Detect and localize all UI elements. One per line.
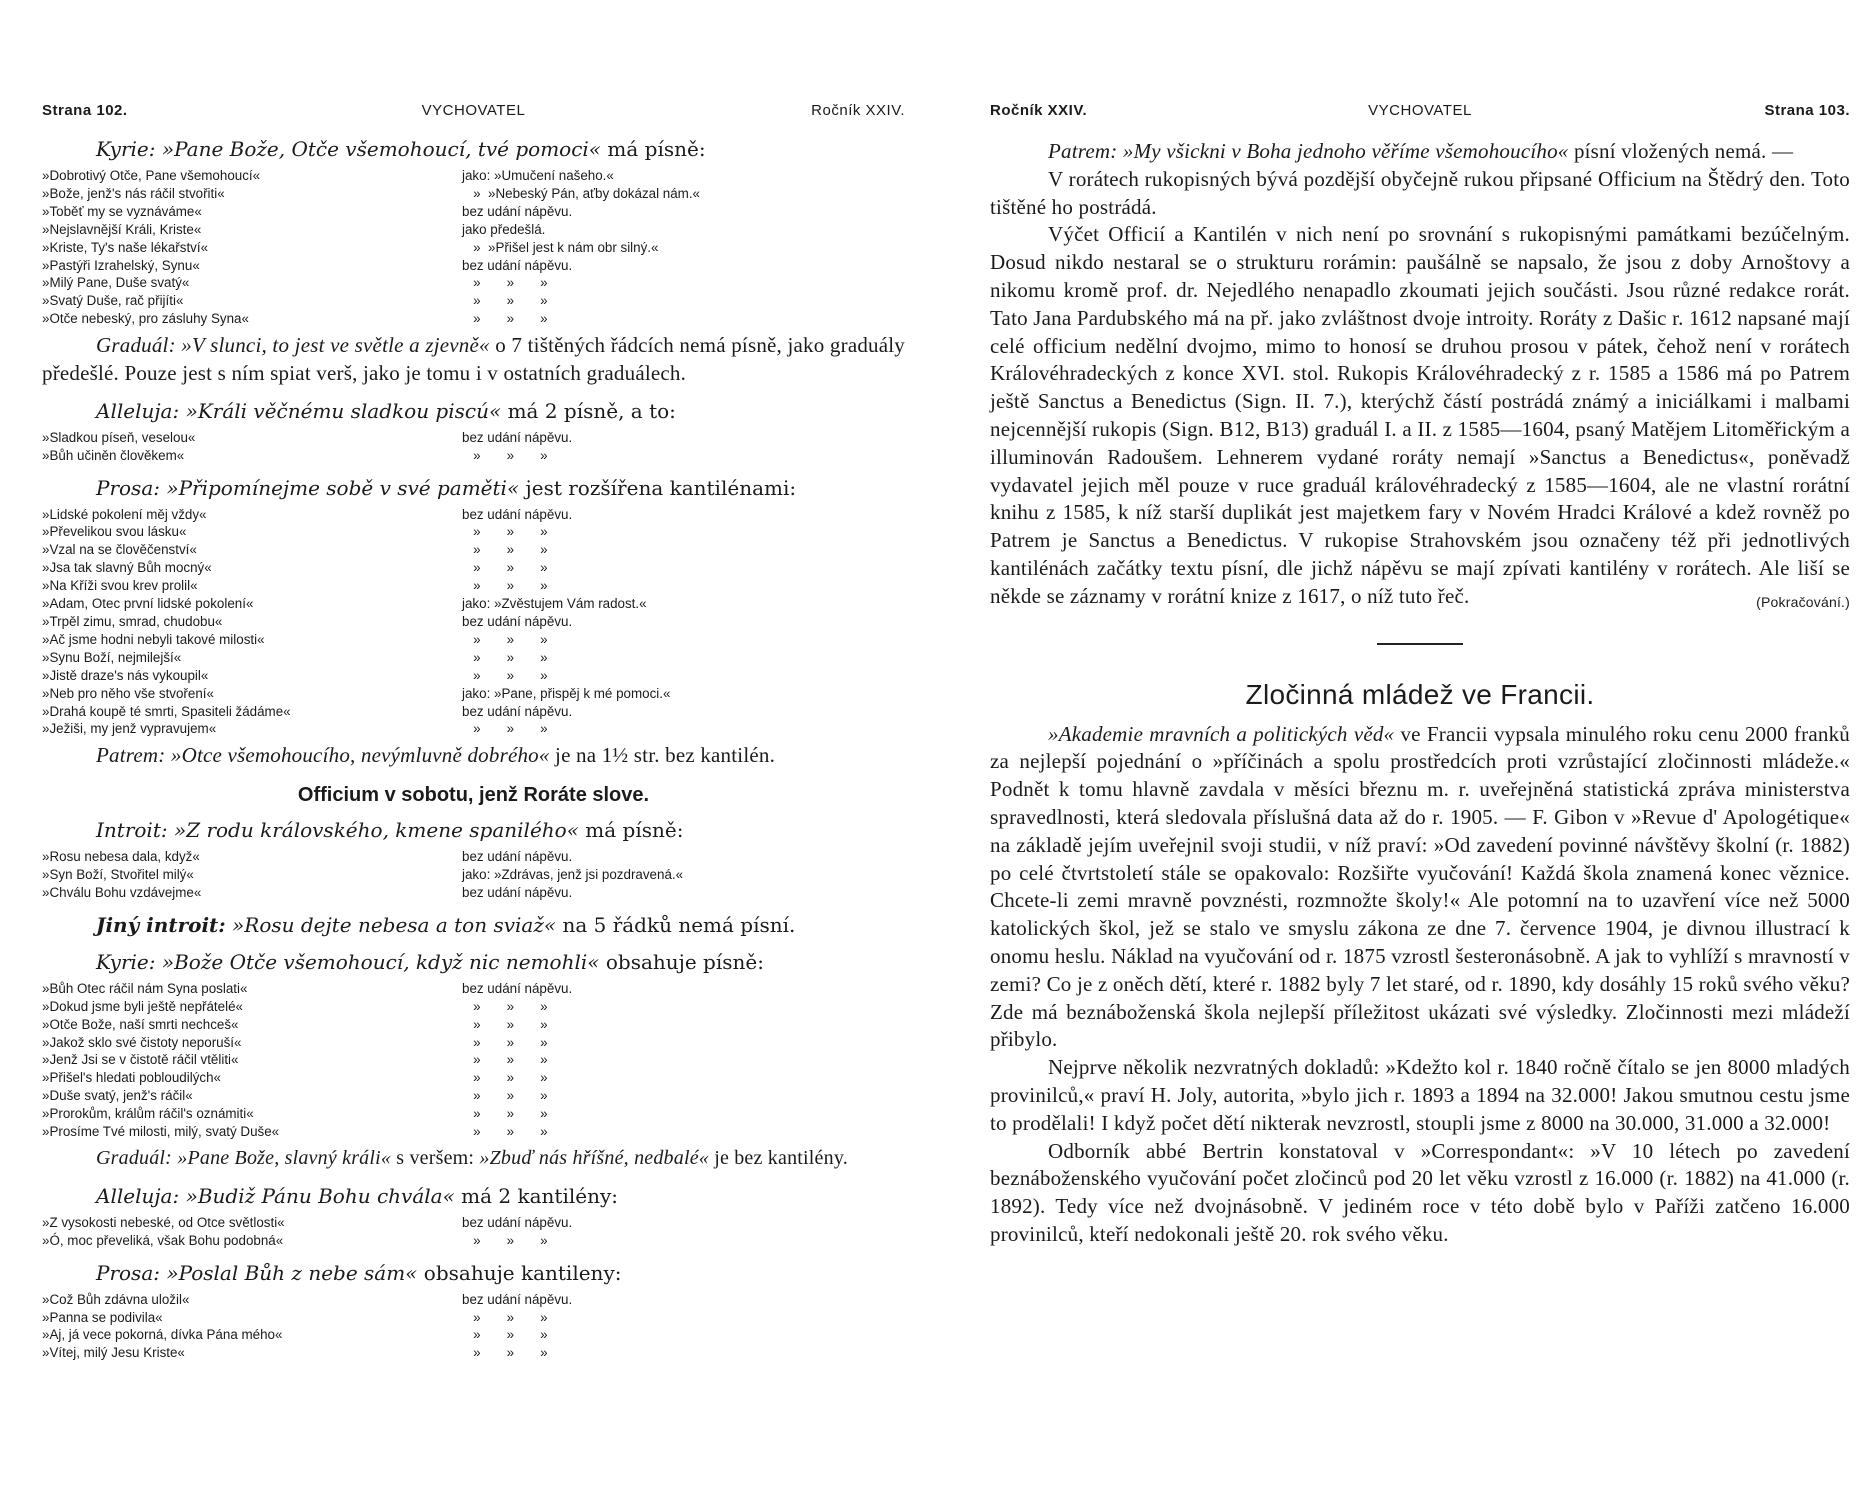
song-melody: » » »	[462, 649, 548, 665]
song-row	[42, 1069, 905, 1087]
kyrie2-title: »Bože Otče všemohoucí, když nic nemohli«	[161, 949, 600, 974]
song-title: »Vzal na se člověčenství«	[42, 542, 197, 558]
prosa1-intro: Prosa:	[96, 475, 160, 500]
song-row	[42, 1214, 905, 1232]
song-melody: bez udání nápěvu.	[462, 257, 573, 273]
gradual1-title: »V slunci, to jest ve světle a zjevně«	[181, 333, 490, 358]
gradual1-paragraph	[42, 332, 905, 388]
article-paragraph-2: Nejprve několik nezvratných dokladů: »Kdežto kol r. 1840 ročně čítalo se jen 8000 mladých provinilců,« praví H. Joly, autorita, »bylo jich r. 1893 a 1894 na 32.000! Jakou smutnou cestu jsme to prodělali! I když počet dětí nikterak nevzrostl, stoupli jsme z 8000 na 30.000, 31.000 a 32.000!	[990, 1055, 1850, 1135]
song-title: »Sladkou píseň, veselou«	[42, 429, 196, 445]
introit3-rest: na 5 řádků nemá písní.	[562, 912, 796, 937]
song-title: »Ó, moc převeliká, však Bohu podobná«	[42, 1232, 284, 1248]
kyrie1-rest: má písně:	[607, 137, 706, 161]
gradual1-intro: Graduál:	[96, 333, 176, 358]
patrem1-intro: Patrem:	[96, 743, 166, 768]
song-melody: bez udání nápěvu.	[462, 506, 573, 522]
alleluja1-heading	[42, 398, 905, 425]
prosa1-songs	[42, 506, 905, 739]
article-paragraph-1	[990, 721, 1850, 1055]
song-melody: jako: »Zvěstujem Vám radost.«	[462, 596, 647, 612]
kyrie1-heading	[42, 136, 905, 163]
song-melody: bez udání nápěvu.	[462, 203, 573, 219]
song-melody: » » »	[462, 524, 548, 540]
song-row	[42, 998, 905, 1016]
song-title: »Neb pro něho vše stvoření«	[42, 685, 214, 701]
left-volume: Ročník XXIV.	[811, 102, 905, 119]
song-row	[42, 613, 905, 631]
song-melody: » » »	[462, 631, 548, 647]
song-melody: jako předešlá.	[462, 221, 546, 237]
introit2-intro: Introit:	[96, 818, 168, 843]
song-title: »Otče Bože, naší smrti nechceš«	[42, 1016, 239, 1032]
prosa2-heading	[42, 1260, 905, 1287]
patrem1-title: »Otce všemohoucího, nevýmluvně dobrého«	[170, 743, 550, 768]
song-title: »Drahá koupě té smrti, Spasiteli žádáme«	[42, 703, 291, 719]
alleluja2-intro: Alleluja:	[96, 1183, 180, 1208]
gradual2-title: »Pane Bože, slavný králi«	[177, 1147, 392, 1170]
song-title: »Otče nebeský, pro zásluhy Syna«	[42, 311, 249, 327]
kyrie2-intro: Kyrie:	[96, 949, 156, 974]
song-title: »Jakož sklo své čistoty neporuší«	[42, 1034, 242, 1050]
gradual2-intro: Graduál:	[96, 1147, 173, 1170]
song-row	[42, 1232, 905, 1250]
section-heading: Officium v sobotu, jenž Roráte slove.	[297, 784, 650, 807]
introit2-title: »Z rodu královského, kmene spanilého«	[173, 818, 579, 843]
song-title: »Na Kříži svou krev prolil«	[42, 578, 198, 594]
separator-rule	[1377, 643, 1463, 645]
left-page-number: Strana 102.	[42, 102, 128, 119]
song-melody: » » »	[462, 275, 548, 291]
song-title: »Trpěl zimu, smrad, chudobu«	[42, 614, 223, 629]
introit3-heading	[42, 912, 905, 939]
song-row	[42, 595, 905, 613]
song-row	[42, 1123, 905, 1141]
introit2-songs	[42, 848, 905, 902]
song-title: »Toběť my se vyznáváme«	[42, 203, 202, 219]
song-title: »Panna se podivila«	[42, 1309, 163, 1325]
song-row	[42, 1034, 905, 1052]
song-row	[42, 703, 905, 721]
song-row	[42, 720, 905, 738]
gradual2-paragraph	[42, 1145, 905, 1173]
song-title: »Aj, já vece pokorná, dívka Pána mého«	[42, 1327, 283, 1343]
right-journal-title: VYCHOVATEL	[1368, 102, 1472, 119]
song-melody: » » »	[462, 447, 548, 463]
song-title: »Duše svatý, jenž's ráčil«	[42, 1088, 193, 1104]
kyrie1-intro: Kyrie:	[96, 137, 156, 161]
alleluja2-heading	[42, 1183, 905, 1210]
song-title: »Rosu nebesa dala, když«	[42, 849, 200, 865]
song-title: »Dobrotivý Otče, Pane všemohoucí«	[42, 168, 261, 183]
song-title: »Jsa tak slavný Bůh mocný«	[42, 560, 212, 576]
left-journal-title: VYCHOVATEL	[421, 102, 526, 119]
song-row	[42, 506, 905, 524]
alleluja1-title: »Králi věčnému sladkou piscú«	[185, 398, 502, 423]
song-row	[42, 203, 905, 221]
right-page	[935, 0, 1870, 1501]
song-title: »Převelikou svou lásku«	[42, 524, 187, 540]
kyrie2-heading	[42, 949, 905, 976]
prosa1-title: »Připomínejme sobě v své paměti«	[166, 475, 520, 500]
song-row	[42, 631, 905, 649]
prosa2-intro: Prosa:	[96, 1260, 160, 1285]
song-melody: » » »	[462, 311, 548, 327]
kyrie2-rest: obsahuje písně:	[605, 949, 764, 974]
prosa2-title: »Poslal Bůh z nebe sám«	[166, 1260, 418, 1285]
gradual1-rest: o 7 tištěných řádcích nemá písně, jako graduály předešlé. Pouze jest s ním spiat verš, jako je tomu i v ostatních graduálech.	[42, 333, 906, 385]
song-melody: bez udání nápěvu.	[462, 1214, 573, 1230]
patrem2-intro: Patrem:	[1048, 139, 1118, 163]
song-melody: bez udání nápěvu.	[462, 849, 573, 865]
song-melody: bez udání nápěvu.	[462, 614, 573, 629]
kyrie1-songs	[42, 167, 905, 328]
song-melody: » » »	[462, 721, 548, 737]
song-title: »Chválu Bohu vzdávejme«	[42, 884, 202, 900]
song-melody: bez udání nápěvu.	[462, 703, 573, 719]
song-melody: » » »	[462, 1088, 548, 1104]
song-row	[42, 980, 905, 998]
song-melody: » » »	[462, 1034, 548, 1050]
prosa2-rest: obsahuje kantileny:	[423, 1260, 622, 1285]
song-title: »Bože, jenž's nás ráčil stvořiti«	[42, 185, 225, 201]
song-melody: » » »	[462, 293, 548, 309]
alleluja1-rest: má 2 písně, a to:	[507, 398, 676, 423]
song-row	[42, 1105, 905, 1123]
gradual2-rest: je bez kantilény.	[714, 1147, 848, 1170]
continued-note: (Pokračování.)	[1756, 593, 1850, 610]
song-title: »Ježiši, my jenž vypravujem«	[42, 721, 217, 737]
patrem1-rest: je na 1½ str. bez kantilén.	[555, 743, 776, 768]
song-melody: » » »	[462, 542, 548, 558]
song-melody: » » »	[462, 667, 548, 683]
song-row	[42, 685, 905, 703]
right-running-header	[990, 96, 1850, 126]
song-melody: bez udání nápěvu.	[462, 429, 573, 445]
song-title: »Jistě draze's nás vykoupil«	[42, 667, 209, 683]
song-row	[42, 649, 905, 667]
song-title: »Pastýři Izrahelský, Synu«	[42, 257, 200, 273]
song-melody: jako: »Zdrávas, jenž jsi pozdravená.«	[462, 867, 684, 883]
gradual2-mid: s veršem:	[396, 1147, 475, 1170]
song-row	[42, 239, 905, 257]
introit3-title: »Rosu dejte nebesa a ton sviaž«	[232, 912, 557, 937]
song-row	[42, 429, 905, 447]
alleluja2-title: »Budiž Pánu Bohu chvála«	[185, 1183, 455, 1208]
gradual2-title2: »Zbuď nás hříšné, nedbalé«	[479, 1147, 709, 1170]
article-paragraph-1-text: ve Francii vypsala minulého roku cenu 2000 franků za nejlepší pojednání o »příčinách a spolu prostředcích proti vzrůstající zločinnosti mládeže.« Podnět k tomu hlavně zavdala v měsíci březnu m. r. uveřejněná statistická zpráva ministerstva spravedlnosti, která sledovala příslušná data až do r. 1905. — F. Gibon v »Revue d' Apologétique« na základě jejím uveřejnil svoji studii, v níž praví: »Od zavedení povinné návštěvy školní (r. 1882) po celé čtvrtstoletí stále se opakovalo: Rozšiřte vyučování! Každá škola znamená konec věznice. Chcete-li zemi mravně povznésti, rozmnožte školy!« Ale potomní na to uzavření více než 5000 katolických škol, jež se stalo ve smyslu zákona ze dne 7. července 1904, je divnou illustrací k onomu heslu. Náklad na vyučování od r. 1875 vzrostl šesteronásobně. A jak to vyhlíží s mravností v zemi? Co je z oněch dětí, které r. 1882 byly 7 let staré, od r. 1890, kdy dosáhly 15 roků svého věku? Zde má beznáboženská škola nejlepší příležitost ukázati své výsledky. Zločinnosti mezi mládeží přibylo.	[990, 721, 1851, 1052]
song-row	[42, 577, 905, 595]
song-row	[42, 1087, 905, 1105]
song-title: »Bůh Otec ráčil nám Syna poslati«	[42, 980, 248, 996]
patrem1-paragraph	[42, 742, 905, 770]
song-melody: » » »	[462, 1309, 548, 1325]
song-row	[42, 1326, 905, 1344]
song-title: »Z vysokosti nebeské, od Otce světlosti«	[42, 1214, 285, 1230]
song-title: »Což Bůh zdávna uložil«	[42, 1291, 190, 1307]
song-melody: » » »	[462, 560, 548, 576]
left-running-header	[42, 96, 905, 126]
song-title: »Nejslavnější Králi, Kriste«	[42, 221, 202, 237]
song-row	[42, 447, 905, 465]
song-title: »Bůh učiněn člověkem«	[42, 447, 185, 463]
song-title: »Svatý Duše, rač přijíti«	[42, 293, 184, 309]
song-melody: bez udání nápěvu.	[462, 980, 573, 996]
song-melody: » » »	[462, 1106, 548, 1122]
song-melody: » » »	[462, 578, 548, 594]
song-row	[42, 523, 905, 541]
song-melody: bez udání nápěvu.	[462, 1291, 573, 1307]
song-row	[42, 667, 905, 685]
song-title: »Milý Pane, Duše svatý«	[42, 275, 190, 291]
song-title: »Lidské pokolení měj vždy«	[42, 506, 207, 522]
prosa2-songs	[42, 1291, 905, 1363]
article-title: Zločinná mládež ve Francii.	[1245, 678, 1595, 710]
patrem2-title: »My všickni v Boha jednoho věříme všemohoucího«	[1122, 139, 1569, 163]
song-row	[42, 1344, 905, 1362]
song-row	[42, 1291, 905, 1309]
song-row	[42, 1309, 905, 1327]
article-paragraph-3: Odborník abbé Bertrin konstatoval v »Correspondant«: »V 10 létech po zavedení beznáboženského vyučování počet zločinců pod 20 let věku vzrostl z 16.000 (r. 1882) na 41.000 (r. 1892). Tedy více než dvojnásobně. V jediném roce v této době bylo v Paříži zatčeno 16.000 provinilců, kteří nedokonali ještě 20. rok svého věku.	[990, 1138, 1850, 1246]
song-melody: » »Nebeský Pán, aťby dokázal nám.«	[462, 185, 701, 201]
patrem2-rest: písní vložených nemá. —	[1573, 139, 1794, 163]
patrem2-paragraph	[990, 138, 1850, 166]
song-title: »Ač jsme hodni nebyli takové milosti«	[42, 631, 265, 647]
song-title: »Kriste, Ty's naše lékařství«	[42, 239, 209, 255]
song-title: »Jenž Jsi se v čistotě ráčil vtěliti«	[42, 1052, 239, 1068]
song-melody: jako: »Pane, přispěj k mé pomoci.«	[462, 685, 671, 701]
song-row	[42, 221, 905, 239]
alleluja1-intro: Alleluja:	[96, 398, 180, 423]
song-row	[42, 1051, 905, 1069]
song-row	[42, 884, 905, 902]
song-row	[42, 1016, 905, 1034]
song-title: »Adam, Otec první lidské pokolení«	[42, 596, 254, 612]
song-melody: » » »	[462, 998, 548, 1014]
song-row	[42, 257, 905, 275]
song-title: »Synu Boží, nejmilejší«	[42, 649, 182, 665]
academy-name: »Akademie mravních a politických věd«	[1048, 721, 1395, 746]
prosa1-heading	[42, 475, 905, 502]
song-melody: » » »	[462, 1232, 548, 1248]
alleluja2-songs	[42, 1214, 905, 1250]
song-row	[42, 310, 905, 328]
song-title: »Vítej, milý Jesu Kriste«	[42, 1345, 185, 1361]
prosa1-rest: jest rozšířena kantilénami:	[525, 475, 797, 500]
alleluja1-songs	[42, 429, 905, 465]
redakce-paragraph	[990, 221, 1850, 610]
song-melody: » » »	[462, 1070, 548, 1086]
song-row	[42, 274, 905, 292]
song-row	[42, 541, 905, 559]
officium-note-paragraph: V rorátech rukopisných bývá pozdější obyčejně rukou připsané Officium na Štědrý den. Toto tištěné ho postrádá.	[990, 166, 1850, 219]
right-volume: Ročník XXIV.	[990, 102, 1088, 119]
kyrie1-title: »Pane Bože, Otče všemohoucí, tvé pomoci«	[161, 137, 602, 161]
song-row	[42, 167, 905, 185]
song-title: »Prorokům, králům ráčil's oznámiti«	[42, 1106, 254, 1122]
introit2-heading	[42, 817, 905, 844]
song-row	[42, 559, 905, 577]
song-title: »Přišel's hledati pobloudilých«	[42, 1070, 221, 1086]
song-row	[42, 185, 905, 203]
song-title: »Dokud jsme byli ještě nepřátelé«	[42, 998, 243, 1014]
song-melody: jako: »Umučení našeho.«	[462, 168, 614, 183]
song-melody: » » »	[462, 1327, 548, 1343]
right-page-number: Strana 103.	[1764, 102, 1850, 119]
introit3-intro: Jiný introit:	[96, 912, 226, 937]
song-title: »Prosíme Tvé milosti, milý, svatý Duše«	[42, 1124, 280, 1140]
redakce-text: Výčet Officií a Kantilén v nich není po srovnání s rukopisnými památkami bezúčelným. Dosud nikdo nestaral se o strukturu rorámin: paušálně se napsalo, že jsou z doby Arnoštovy a nikomu kromě prof. dr. Nejedlého nenapadlo zkoumati jejich součásti. Jsou různé redakce rorát. Tato Jana Pardubského má na př. jako zvláštnost dvoje introity. Roráty z Dašic r. 1612 napsané mají celé officium nedělní dvojmo, mimo to honosí se druhou prosou v pátek, čehož není v rorátech Královéhradeckých z konce XVI. stol. Rukopis Královéhradecký z r. 1585 a 1586 má po Patrem ještě Sanctus a Benedictus (Sign. II. 7.), kterýchž částí postrádá známý a iniciálkami i malbami nejcennější rukopis (Sign. B12, B13) graduál I. a II. z 1585—1604, psaný Matějem Litoměřickým a illuminován Radoušem. Lehnerem vydané roráty nemají »Sanctus a Benedictus«, poněvadž vydavatel jejich měl pouze v ruce graduál královéhradecký z 1585—1604, ale ne vlastní rorátní knihu z 1585, k níž starší duplikát jest majetkem fary v Novém Hradci Králové a kdež rovněž po Patrem je Sanctus a Benedictus. V rukopise Strahovském jsou označeny též při jednotlivých kantilénách začátky textu písní, dle jichž nápěvu se mají zpívati kantilény v rorátech. Ale liší se někde se záznamy v rorátní knize z 1617, o níž tuto řeč.	[990, 222, 1850, 608]
song-row	[42, 292, 905, 310]
song-melody: » »Přišel jest k nám obr silný.«	[462, 239, 659, 255]
song-melody: » » »	[462, 1345, 548, 1361]
song-row	[42, 848, 905, 866]
song-melody: » » »	[462, 1124, 548, 1140]
song-melody: bez udání nápěvu.	[462, 884, 573, 900]
song-title: »Syn Boží, Stvořitel milý«	[42, 867, 194, 883]
introit2-rest: má písně:	[585, 818, 684, 843]
kyrie2-songs	[42, 980, 905, 1141]
alleluja2-rest: má 2 kantilény:	[461, 1183, 619, 1208]
song-melody: » » »	[462, 1052, 548, 1068]
song-melody: » » »	[462, 1016, 548, 1032]
song-row	[42, 866, 905, 884]
